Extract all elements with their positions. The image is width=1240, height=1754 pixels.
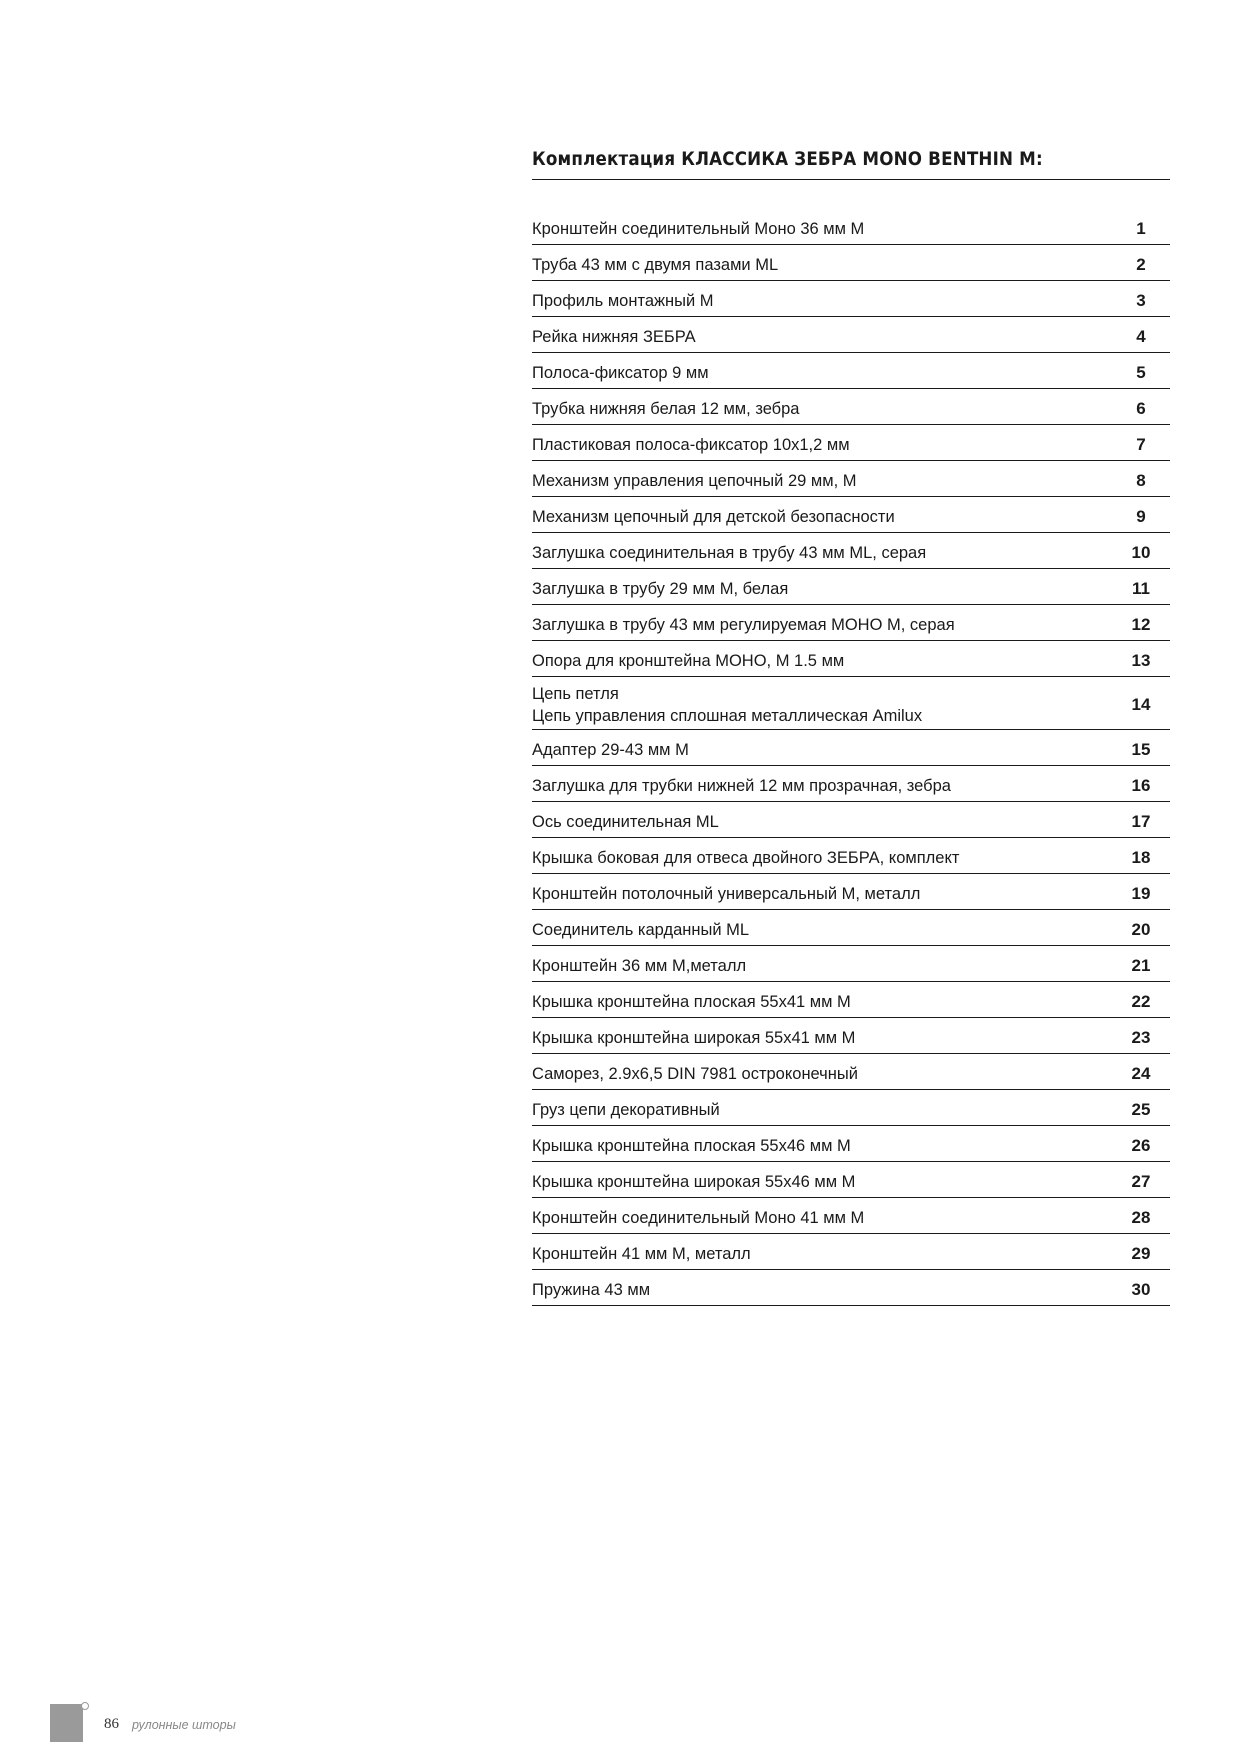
section-title: Комплектация КЛАССИКА ЗЕБРА MONO BENTHIN M:: [532, 148, 1043, 170]
table-row: [532, 730, 1170, 766]
footer-caption: рулонные шторы: [132, 1718, 236, 1732]
table-row: [532, 1018, 1170, 1054]
part-number: 2: [1136, 254, 1146, 274]
part-name: Трубка нижняя белая 12 мм, зебра: [532, 399, 800, 418]
table-row: [532, 353, 1170, 389]
part-name: Крышка кронштейна широкая 55х46 мм М: [532, 1172, 856, 1191]
table-row: [532, 281, 1170, 317]
table-row: [532, 946, 1170, 982]
part-name: Соединитель карданный ML: [532, 920, 750, 939]
table-row: [532, 245, 1170, 281]
part-name: Ось соединительная ML: [532, 812, 719, 831]
part-name: Заглушка в трубу 29 мм М, белая: [532, 579, 789, 598]
part-name: Крышка боковая для отвеса двойного ЗЕБРА, комплект: [532, 848, 960, 867]
part-number: 27: [1131, 1171, 1151, 1191]
part-name: Полоса-фиксатор 9 мм: [532, 363, 709, 382]
table-row: [532, 838, 1170, 874]
part-name: Труба 43 мм с двумя пазами ML: [532, 255, 779, 274]
table-row: [532, 1090, 1170, 1126]
part-name: Механизм управления цепочный 29 мм, М: [532, 471, 857, 490]
part-number: 26: [1131, 1135, 1151, 1155]
part-name: Заглушка в трубу 43 мм регулируемая МОНО М, серая: [532, 615, 955, 634]
part-name: Профиль монтажный М: [532, 291, 714, 310]
part-number: 24: [1131, 1063, 1151, 1083]
part-name: Пружина 43 мм: [532, 1280, 651, 1299]
table-row: [532, 1198, 1170, 1234]
table-row: [532, 461, 1170, 497]
table-row: [532, 497, 1170, 533]
part-name: Саморез, 2.9х6,5 DIN 7981 остроконечный: [532, 1064, 858, 1083]
table-row: [532, 1126, 1170, 1162]
part-name: Адаптер 29-43 мм М: [532, 740, 689, 759]
part-name: Кронштейн 41 мм М, металл: [532, 1244, 751, 1263]
part-number: 5: [1136, 362, 1146, 382]
page-number: 86: [104, 1716, 119, 1732]
table-row: [532, 425, 1170, 461]
part-number: 23: [1131, 1027, 1151, 1047]
table-row: [532, 1234, 1170, 1270]
part-number: 29: [1131, 1243, 1151, 1263]
table-row: [532, 389, 1170, 425]
part-number: 12: [1131, 614, 1151, 634]
table-row: [532, 209, 1170, 245]
part-name: Механизм цепочный для детской безопасности: [532, 507, 895, 526]
part-name: Крышка кронштейна плоская 55х41 мм М: [532, 992, 851, 1011]
part-name: Кронштейн потолочный универсальный М, металл: [532, 884, 921, 903]
part-number: 19: [1131, 883, 1151, 903]
table-row: [532, 1162, 1170, 1198]
table-row: [532, 677, 1170, 730]
part-number: 14: [1131, 695, 1151, 714]
part-number: 18: [1131, 847, 1151, 867]
table-row: [532, 605, 1170, 641]
part-name: Опора для кронштейна МОНО, М 1.5 мм: [532, 651, 845, 670]
part-number: 3: [1136, 290, 1146, 310]
part-name: Крышка кронштейна широкая 55х41 мм М: [532, 1028, 856, 1047]
part-name: Цепь петля Цепь управления сплошная металлическая Amilux: [532, 685, 923, 725]
table-row: [532, 982, 1170, 1018]
part-name: Рейка нижняя ЗЕБРА: [532, 327, 696, 346]
part-number: 22: [1131, 991, 1151, 1011]
part-name: Заглушка для трубки нижней 12 мм прозрачная, зебра: [532, 776, 951, 795]
part-number: 9: [1136, 506, 1146, 526]
part-number: 20: [1131, 919, 1151, 939]
table-row: [532, 802, 1170, 838]
table-row: [532, 317, 1170, 353]
part-number: 6: [1136, 398, 1146, 418]
footer-marker: [50, 1704, 83, 1742]
part-number: 8: [1136, 470, 1146, 490]
title-divider: [532, 179, 1170, 180]
part-name: Груз цепи декоративный: [532, 1100, 720, 1119]
part-number: 28: [1131, 1207, 1151, 1227]
part-number: 13: [1131, 650, 1151, 670]
table-row: [532, 766, 1170, 802]
part-number: 7: [1136, 434, 1146, 454]
parts-table: [532, 209, 1170, 1306]
table-row: [532, 569, 1170, 605]
part-name: Кронштейн 36 мм М,металл: [532, 956, 747, 975]
part-number: 30: [1131, 1279, 1151, 1299]
part-name: Кронштейн соединительный Моно 41 мм М: [532, 1208, 865, 1227]
part-number: 1: [1136, 218, 1146, 238]
footer-marker-dot: [81, 1702, 89, 1710]
part-number: 21: [1131, 955, 1151, 975]
table-row: [532, 533, 1170, 569]
part-name: Заглушка соединительная в трубу 43 мм ML, серая: [532, 543, 927, 562]
table-row: [532, 874, 1170, 910]
part-number: 4: [1136, 326, 1146, 346]
table-row: [532, 1270, 1170, 1306]
part-number: 16: [1131, 775, 1151, 795]
table-row: [532, 641, 1170, 677]
table-row: [532, 910, 1170, 946]
table-row: [532, 1054, 1170, 1090]
part-number: 11: [1132, 578, 1150, 598]
part-number: 10: [1131, 542, 1151, 562]
part-number: 15: [1131, 739, 1151, 759]
part-number: 17: [1131, 811, 1151, 831]
part-name: Крышка кронштейна плоская 55х46 мм М: [532, 1136, 851, 1155]
part-name: Кронштейн соединительный Моно 36 мм М: [532, 219, 865, 238]
part-number: 25: [1131, 1099, 1151, 1119]
part-name: Пластиковая полоса-фиксатор 10х1,2 мм: [532, 435, 850, 454]
